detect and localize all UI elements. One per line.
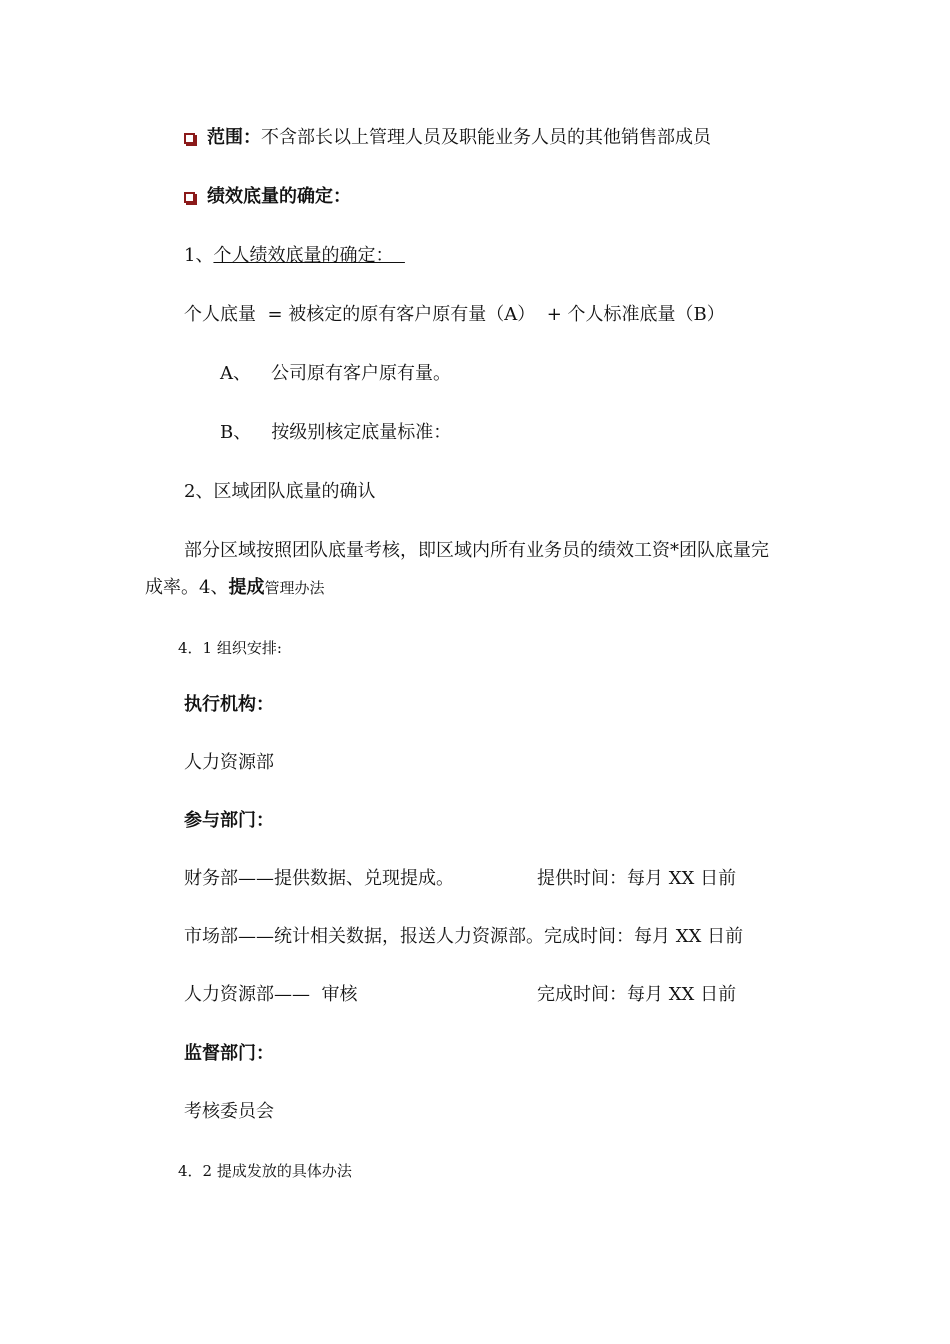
- sub-b-mark: B、: [220, 422, 252, 443]
- item1-number: 1、: [184, 245, 214, 266]
- section-4-1: 4．1 组织安排:: [178, 639, 282, 657]
- supervision-value: 考核委员会: [184, 1101, 274, 1122]
- dept-row: [184, 984, 884, 1006]
- baseline-heading-line: [184, 186, 351, 208]
- sub-a-mark: A、: [220, 363, 251, 384]
- baseline-heading: 绩效底量的确定：: [207, 186, 351, 207]
- item1-title: 个人绩效底量的确定：: [213, 245, 405, 266]
- sub-b-text: 按级别核定底量标准：: [271, 422, 452, 443]
- item1-line: [184, 245, 405, 267]
- participating-label: 参与部门：: [184, 810, 274, 831]
- para-line2-end: 管理办法: [264, 579, 325, 597]
- scope-text: 不含部长以上管理人员及职能业务人员的其他销售部成员: [261, 127, 711, 148]
- section-4-2: 4．2 提成发放的具体办法: [178, 1162, 352, 1180]
- para-line2: [145, 577, 324, 599]
- scope-line: [184, 127, 711, 149]
- item2-line: 2、区域团队底量的确认: [184, 481, 376, 502]
- sub-b-line: [220, 422, 451, 444]
- para-line2-bold: 提成: [228, 577, 265, 598]
- dept-row-right: 完成时间：每月 XX 日前: [537, 984, 737, 1005]
- exec-label: 执行机构：: [184, 694, 274, 715]
- dept-row-left: 财务部——提供数据、兑现提成。: [184, 868, 454, 889]
- dept-row: [184, 868, 884, 890]
- dept-row-left: 人力资源部—— 审核: [184, 984, 358, 1005]
- sub-a-text: 公司原有客户原有量。: [271, 363, 451, 384]
- square-bullet-icon: [184, 133, 195, 144]
- sub-a-line: [220, 363, 451, 385]
- para-line1: 部分区域按照团队底量考核，即区域内所有业务员的绩效工资*团队底量完: [184, 540, 769, 561]
- dept-row: [184, 926, 884, 948]
- dept-row-right: 提供时间：每月 XX 日前: [537, 868, 737, 889]
- formula-line: 个人底量 = 被核定的原有客户原有量（A） + 个人标准底量（B）: [184, 304, 725, 325]
- para-line2-start: 成率。4、: [145, 577, 229, 598]
- supervision-label: 监督部门：: [184, 1043, 274, 1064]
- dept-row-left: 市场部——统计相关数据，报送人力资源部。完成时间：每月 XX 日前: [184, 926, 744, 947]
- exec-value: 人力资源部: [184, 752, 274, 773]
- square-bullet-icon: [184, 192, 195, 203]
- scope-label: 范围：: [207, 127, 261, 148]
